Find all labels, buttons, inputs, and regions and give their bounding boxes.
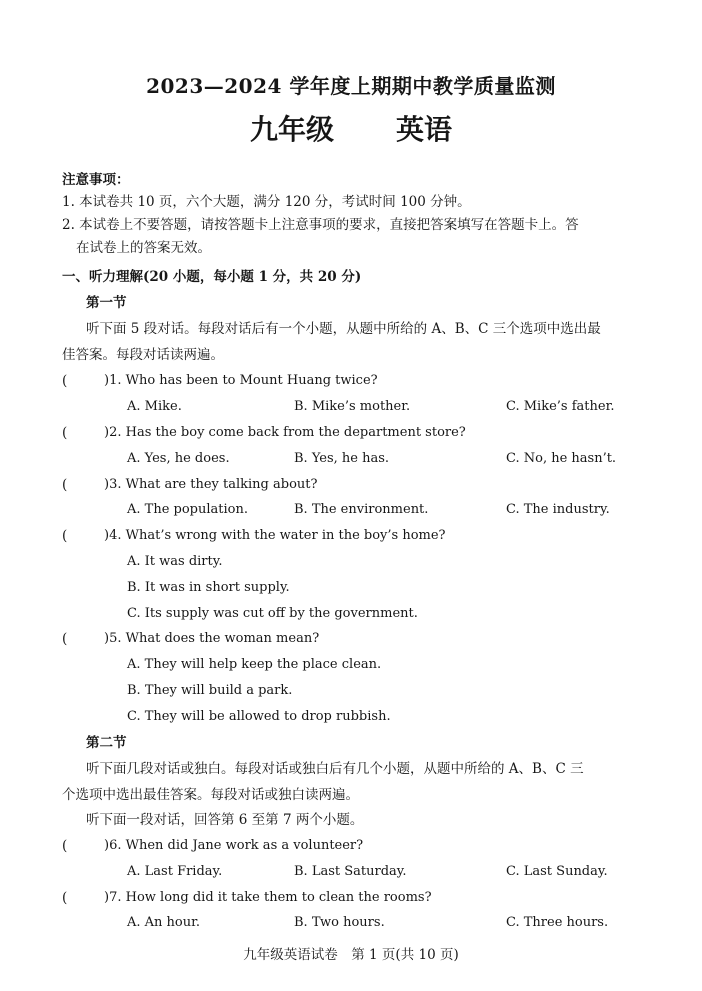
q1-option-c: C. Mike’s father. xyxy=(506,399,615,414)
q1-option-a: A. Mike. xyxy=(127,399,182,414)
q6-option-b: B. Last Saturday. xyxy=(294,864,407,879)
grade-label: 九年级 xyxy=(249,113,334,146)
notes-heading: 注意事项： xyxy=(62,172,130,188)
exam-subtitle xyxy=(0,108,702,148)
q5-option-a: A. They will help keep the place clean. xyxy=(127,657,382,672)
q7-option-a: A. An hour. xyxy=(127,915,201,930)
notes-item-2-cont: 在试卷上的答案无效。 xyxy=(76,240,211,256)
section2-instruction-cont: 个选项中选出最佳答案。每段对话或独白读两遍。 xyxy=(62,787,359,803)
q6-option-c: C. Last Sunday. xyxy=(506,864,608,879)
answer-blank-4: ( xyxy=(62,528,68,544)
question-stem-4: )4. What’s wrong with the water in the boy’s home? xyxy=(104,528,446,543)
q3-option-a: A. The population. xyxy=(127,502,248,517)
page-footer: 九年级英语试卷 第 1 页(共 10 页) xyxy=(243,947,459,963)
q7-option-c: C. Three hours. xyxy=(506,915,609,930)
q7-option-b: B. Two hours. xyxy=(294,915,385,930)
q2-option-a: A. Yes, he does. xyxy=(127,451,230,466)
q5-option-c: C. They will be allowed to drop rubbish. xyxy=(127,709,391,724)
section2-sub-instruction: 听下面一段对话，回答第 6 至第 7 两个小题。 xyxy=(86,812,364,828)
answer-blank-1: ( xyxy=(62,373,68,389)
part1-heading: 一、听力理解(20 小题，每小题 1 分，共 20 分) xyxy=(62,269,362,285)
question-stem-2: )2. Has the boy come back from the department store? xyxy=(104,425,466,440)
question-stem-6: )6. When did Jane work as a volunteer? xyxy=(104,838,364,853)
section1-instruction-cont: 佳答案。每段对话读两遍。 xyxy=(62,347,224,363)
section2-instruction: 听下面几段对话或独白。每段对话或独白后有几个小题，从题中所给的 A、B、C 三 xyxy=(86,761,584,777)
q4-option-c: C. Its supply was cut off by the government. xyxy=(127,606,418,621)
answer-blank-2: ( xyxy=(62,425,68,441)
question-stem-3: )3. What are they talking about? xyxy=(104,477,318,492)
section1-title: 第一节 xyxy=(86,295,127,311)
exam-title: 2023—2024 学年度上期期中教学质量监测 xyxy=(146,74,556,98)
answer-blank-6: ( xyxy=(62,838,68,854)
q3-option-c: C. The industry. xyxy=(506,502,610,517)
answer-blank-3: ( xyxy=(62,477,68,493)
q2-option-c: C. No, he hasn’t. xyxy=(506,451,617,466)
question-stem-7: )7. How long did it take them to clean the rooms? xyxy=(104,890,432,905)
q4-option-b: B. It was in short supply. xyxy=(127,580,290,595)
q1-option-b: B. Mike’s mother. xyxy=(294,399,411,414)
notes-item-2: 2. 本试卷上不要答题，请按答题卡上注意事项的要求，直接把答案填写在答题卡上。答 xyxy=(62,217,579,233)
q6-option-a: A. Last Friday. xyxy=(127,864,223,879)
q2-option-b: B. Yes, he has. xyxy=(294,451,390,466)
section1-instruction: 听下面 5 段对话。每段对话后有一个小题，从题中所给的 A、B、C 三个选项中选出最 xyxy=(86,321,601,337)
q4-option-a: A. It was dirty. xyxy=(127,554,223,569)
question-stem-1: )1. Who has been to Mount Huang twice? xyxy=(104,373,378,388)
q3-option-b: B. The environment. xyxy=(294,502,429,517)
subject-label: 英语 xyxy=(396,113,453,146)
answer-blank-7: ( xyxy=(62,890,68,906)
question-stem-5: )5. What does the woman mean? xyxy=(104,631,320,646)
answer-blank-5: ( xyxy=(62,631,68,647)
notes-item-1: 1. 本试卷共 10 页，六个大题，满分 120 分，考试时间 100 分钟。 xyxy=(62,194,471,210)
section2-title: 第二节 xyxy=(86,735,127,751)
q5-option-b: B. They will build a park. xyxy=(127,683,293,698)
